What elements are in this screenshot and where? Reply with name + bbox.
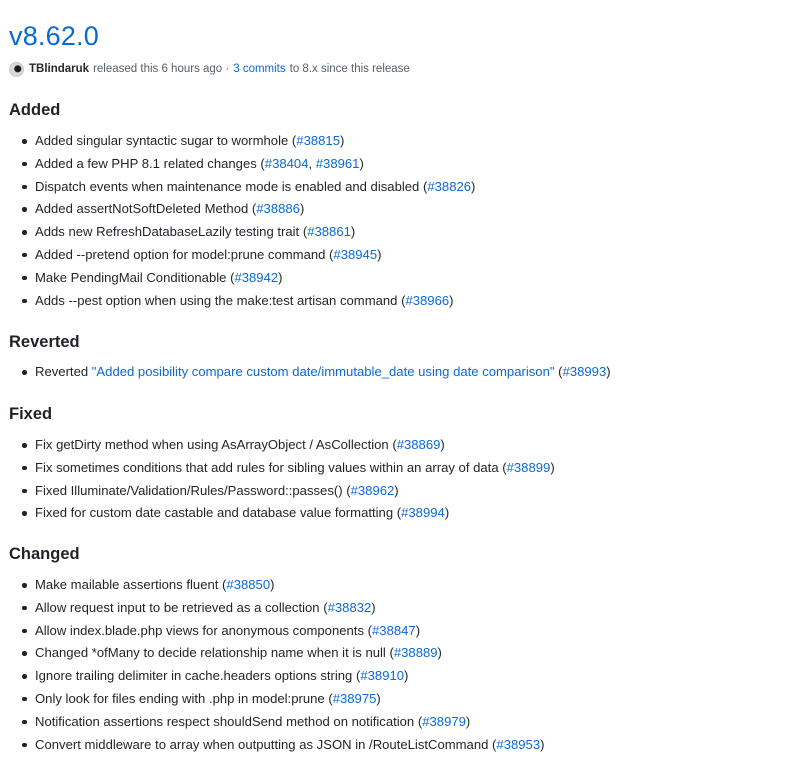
list-item xyxy=(9,290,475,313)
item-text: Allow request input to be retrieved as a collection ( xyxy=(35,599,328,615)
list-item xyxy=(9,597,544,620)
item-suffix: ) xyxy=(376,690,381,706)
list-item xyxy=(9,434,555,457)
list-item xyxy=(9,221,475,244)
item-text: Fixed Illuminate/Validation/Rules/Password::passes() ( xyxy=(35,482,351,498)
release-meta xyxy=(9,61,410,77)
item-suffix: ) xyxy=(606,364,611,379)
pull-request-link[interactable]: #38994 xyxy=(401,505,445,521)
list-item xyxy=(9,620,544,643)
item-suffix: ) xyxy=(471,178,476,194)
quoted-title-link[interactable]: "Added posibility compare custom date/immutable_date using date comparison" xyxy=(91,364,555,379)
pull-request-link[interactable]: #38993 xyxy=(562,364,607,379)
item-text: Convert middleware to array when outputting as JSON in /RouteListCommand ( xyxy=(35,736,497,752)
pull-request-link[interactable]: #38962 xyxy=(350,482,395,498)
commits-rest-text: to 8.x since this release xyxy=(289,63,410,75)
item-suffix: ) xyxy=(415,622,421,638)
list-item xyxy=(9,244,475,267)
item-text: Added a few PHP 8.1 related changes ( xyxy=(35,155,265,171)
list-item xyxy=(9,267,475,290)
pull-request-link[interactable]: #38942 xyxy=(234,269,279,285)
item-text: Notification assertions respect shouldSend method on notification ( xyxy=(35,713,423,729)
added-list xyxy=(9,130,475,312)
pull-request-link[interactable]: #38832 xyxy=(327,599,372,615)
item-suffix: ) xyxy=(299,201,305,217)
pull-request-link[interactable]: #38826 xyxy=(427,178,472,194)
item-suffix: ) xyxy=(550,459,555,475)
section-title-added: Added xyxy=(9,101,61,119)
pull-request-link[interactable]: #38815 xyxy=(296,133,340,148)
item-suffix: ) xyxy=(270,577,275,592)
item-suffix: ) xyxy=(465,713,471,729)
fixed-list xyxy=(9,434,555,525)
item-text: Adds --pest option when using the make:test artisan command ( xyxy=(35,292,406,308)
section-reverted xyxy=(9,331,611,384)
item-suffix: ) xyxy=(440,437,445,452)
list-item xyxy=(9,457,555,480)
list-item xyxy=(9,361,611,384)
item-suffix: ) xyxy=(339,133,345,148)
author-avatar[interactable] xyxy=(9,62,24,77)
pull-request-link[interactable]: #38953 xyxy=(496,736,541,752)
pull-request-link[interactable]: #38869 xyxy=(396,437,441,452)
item-text: Make mailable assertions fluent ( xyxy=(35,577,227,592)
pull-request-link[interactable]: #38850 xyxy=(226,577,271,592)
reverted-list xyxy=(9,361,611,384)
list-item xyxy=(9,642,544,665)
item-suffix: ) xyxy=(350,224,356,240)
item-text: Added singular syntactic sugar to wormhole ( xyxy=(35,133,297,148)
pull-request-link[interactable]: #38945 xyxy=(333,246,378,262)
item-suffix: ) xyxy=(449,292,454,308)
changed-list xyxy=(9,574,544,756)
item-suffix: ) xyxy=(444,505,450,521)
author-link[interactable]: TBlindaruk xyxy=(29,63,90,75)
list-item xyxy=(9,688,544,711)
pull-request-link[interactable]: #38889 xyxy=(393,645,438,661)
item-suffix: ) xyxy=(359,155,364,171)
pull-request-link[interactable]: #38910 xyxy=(360,668,405,684)
pull-request-link[interactable]: #38961 xyxy=(315,155,360,171)
item-suffix: ) xyxy=(278,269,283,285)
list-item xyxy=(9,711,544,734)
list-item xyxy=(9,574,544,597)
item-text: Dispatch events when maintenance mode is enabled and disabled ( xyxy=(35,178,428,194)
release-version-link[interactable]: v8.62.0 xyxy=(9,21,99,51)
pull-request-link[interactable]: #38404 xyxy=(264,155,309,171)
pull-request-link[interactable]: #38979 xyxy=(422,713,466,729)
pull-request-link[interactable]: #38847 xyxy=(372,622,416,638)
item-text: Ignore trailing delimiter in cache.headers options string ( xyxy=(35,668,361,684)
list-item xyxy=(9,153,475,176)
item-text: ( xyxy=(554,364,563,379)
item-suffix: ) xyxy=(437,645,442,661)
list-item xyxy=(9,480,555,503)
section-title-reverted: Reverted xyxy=(9,333,80,351)
item-suffix: ) xyxy=(377,246,382,262)
item-suffix: ) xyxy=(540,736,545,752)
section-changed xyxy=(9,543,544,756)
item-text: Fix sometimes conditions that add rules for sibling values within an array of data ( xyxy=(35,459,507,475)
list-item xyxy=(9,130,475,153)
pull-request-link[interactable]: #38861 xyxy=(307,224,351,240)
list-item xyxy=(9,734,544,757)
list-item xyxy=(9,665,544,688)
pull-request-link[interactable]: #38966 xyxy=(405,292,450,308)
pull-request-link[interactable]: #38899 xyxy=(506,459,551,475)
link-separator: , xyxy=(308,155,316,171)
list-item xyxy=(9,198,475,221)
section-title-fixed: Fixed xyxy=(9,405,53,423)
item-suffix: ) xyxy=(371,599,376,615)
item-suffix: ) xyxy=(394,482,399,498)
section-title-changed: Changed xyxy=(9,545,80,563)
commits-link[interactable]: 3 commits xyxy=(233,63,286,75)
item-suffix: ) xyxy=(404,668,409,684)
section-added xyxy=(9,99,475,312)
list-item xyxy=(9,502,555,525)
pull-request-link[interactable]: #38975 xyxy=(332,690,377,706)
section-fixed xyxy=(9,403,555,525)
item-text: Fix getDirty method when using AsArrayObject / AsCollection ( xyxy=(35,437,397,452)
item-text: Allow index.blade.php views for anonymous components ( xyxy=(35,622,372,638)
item-text: Added assertNotSoftDeleted Method ( xyxy=(35,201,257,217)
item-text: Added --pretend option for model:prune command ( xyxy=(35,246,334,262)
item-text: Fixed for custom date castable and database value formatting ( xyxy=(35,505,402,521)
item-text: Reverted xyxy=(35,364,92,379)
pull-request-link[interactable]: #38886 xyxy=(256,201,300,217)
released-text: released this 6 hours ago · xyxy=(93,63,230,75)
item-text: Changed *ofMany to decide relationship name when it is null ( xyxy=(35,645,394,661)
item-text: Make PendingMail Conditionable ( xyxy=(35,269,235,285)
item-text: Only look for files ending with .php in model:prune ( xyxy=(35,690,333,706)
list-item xyxy=(9,176,475,199)
item-text: Adds new RefreshDatabaseLazily testing trait ( xyxy=(35,224,308,240)
